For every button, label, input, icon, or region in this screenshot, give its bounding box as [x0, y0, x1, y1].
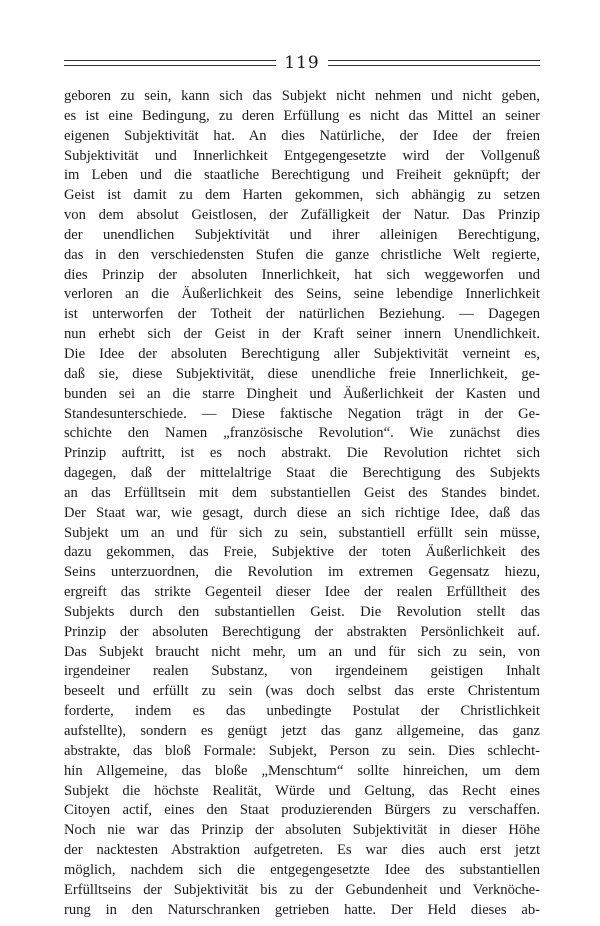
text-line: der unendlichen Subjektivität und ihrer alleinigen Berechtigung,: [64, 226, 540, 243]
text-line: Geist ist damit zu dem Harten gekommen, sich abhängig zu setzen: [64, 187, 540, 204]
text-line: Subjekts durch den substantiellen Geist. Die Revolution stellt das: [64, 603, 540, 620]
text-line: Subjekt die höchste Realität, Würde und Geltung, das Recht eines: [64, 782, 540, 799]
text-line: bunden sei an die starre Dingheit und Äußerlichkeit der Kasten und: [64, 385, 540, 402]
page-number: 119: [284, 53, 320, 73]
text-line: ergreift das strikte Gegenteil dieser Idee der realen Erfülltheit des: [64, 584, 540, 601]
text-line: nun erhebt sich der Geist in der Kraft seiner innern Unendlichkeit.: [64, 326, 540, 343]
text-line: Standesunterschiede. — Diese faktische Negation trägt in der Ge-: [64, 405, 540, 422]
text-line: Seins unterzuordnen, die Revolution im extremen Gegensatz hiezu,: [64, 564, 540, 581]
book-page: [64, 52, 540, 918]
text-line: daß sie, diese Subjektivität, diese unendliche freie Innerlichkeit, ge-: [64, 365, 540, 382]
text-line: es ist eine Bedingung, zu deren Erfüllung es nicht das Mittel an seiner: [64, 107, 540, 124]
text-line: das in den verschiedensten Stufen die ganze christliche Welt regierte,: [64, 246, 540, 263]
text-line: Die Idee der absoluten Berechtigung aller Subjektivität verneint es,: [64, 345, 540, 362]
text-line: dies Prinzip der absoluten Innerlichkeit, hat sich weggeworfen und: [64, 266, 540, 283]
text-line: irgendeiner realen Substanz, von irgendeinem geistigen Inhalt: [64, 663, 540, 680]
text-line: hin Allgemeine, das bloße „Menschtum“ sollte hinreichen, um dem: [64, 762, 540, 779]
text-line: eigenen Subjektivität hat. An dies Natürliche, der Idee der freien: [64, 127, 540, 144]
text-line: forderte, indem es das unbedingte Postulat der Christlichkeit: [64, 703, 540, 720]
text-line: Das Subjekt braucht nicht mehr, um an und für sich zu sein, von: [64, 643, 540, 660]
header-rule-left: [64, 60, 276, 66]
text-line: Der Staat war, wie gesagt, durch diese an sich richtige Idee, daß das: [64, 504, 540, 521]
text-line: geboren zu sein, kann sich das Subjekt nicht nehmen und nicht geben,: [64, 88, 540, 104]
text-line: möglich, nachdem sich die entgegengesetzte Idee des substantiellen: [64, 861, 540, 878]
text-line: Subjekt um an und für sich zu sein, substantiell erfüllt sein müsse,: [64, 524, 540, 541]
text-line: aufstellte), sondern es genügt jetzt das ganz allgemeine, das ganz: [64, 723, 540, 739]
text-line: an das Erfülltsein mit dem substantiellen Geist des Standes bindet.: [64, 484, 540, 501]
text-line: dazu gekommen, das Freie, Subjektive der toten Äußerlichkeit des: [64, 544, 540, 561]
text-line: Erfülltseins der Subjektivität bis zu der Gebundenheit und Verknöche-: [64, 881, 540, 898]
text-line: beseelt und erfüllt zu sein (was doch selbst das erste Christentum: [64, 683, 540, 700]
page-header: [64, 52, 540, 74]
header-rule-right: [328, 60, 540, 66]
text-line: Prinzip der absoluten Berechtigung der abstrakten Persönlichkeit auf.: [64, 623, 540, 640]
text-line: ist unterworfen der Totheit der natürlichen Beziehung. — Dagegen: [64, 306, 540, 323]
body-text: [64, 87, 540, 920]
text-line: von dem absolut Geistlosen, der Zufälligkeit der Natur. Das Prinzip: [64, 207, 540, 224]
text-line: rung in den Naturschranken getrieben hatte. Der Held dieses ab-: [64, 901, 540, 918]
text-line: verloren an die Äußerlichkeit des Seins, seine lebendige Innerlichkeit: [64, 286, 540, 303]
text-line: Prinzip auftritt, ist es noch abstrakt. Die Revolution richtet sich: [64, 445, 540, 462]
text-line: der nacktesten Abstraktion aufgetreten. Es war dies auch erst jetzt: [64, 842, 540, 859]
text-line: schichte den Namen „französische Revolution“. Wie zunächst dies: [64, 425, 540, 442]
text-line: Citoyen actif, eines den Staat produzierenden Bürgers zu verschaffen.: [64, 802, 540, 819]
text-line: im Leben und die staatliche Berechtigung und Freiheit geknüpft; der: [64, 167, 540, 184]
text-line: abstrakte, das bloß Formale: Subjekt, Person zu sein. Dies schlecht-: [64, 742, 540, 759]
text-line: Noch nie war das Prinzip der absoluten Subjektivität in dieser Höhe: [64, 822, 540, 839]
text-line: dagegen, daß der mittelaltrige Staat die Berechtigung des Subjekts: [64, 465, 540, 482]
text-line: Subjektivität und Innerlichkeit Entgegengesetzte wird der Vollgenuß: [64, 147, 540, 164]
